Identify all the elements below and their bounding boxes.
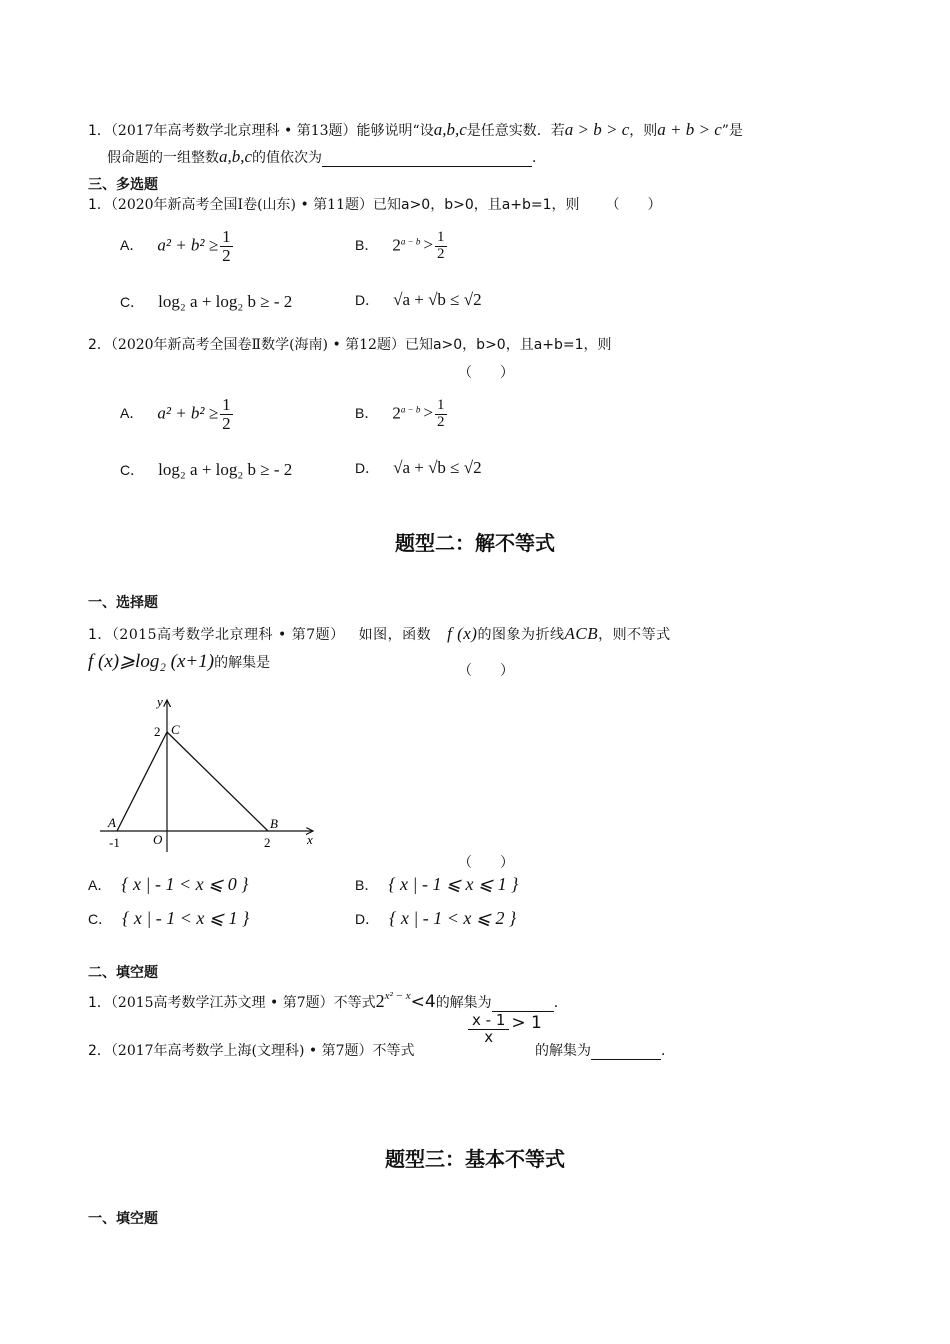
- heading-type-2: 题型二：解不等式: [395, 531, 555, 555]
- choice-question-7-line2: f (x)⩾log₂ (x+1)的解集是: [88, 651, 271, 672]
- function-graph: [95, 690, 335, 860]
- mq2-option-c[interactable]: C． log₂ a + log₂ b ≥ - 2: [120, 460, 293, 479]
- q7-answer-paren: （ ）: [458, 663, 514, 679]
- choice-question-7-line1: 1．（2015高考数学北京理科 • 第7题） 如图，函数 f (x)的图象为折线ACB，则不等式: [88, 624, 671, 643]
- top-question-line1: 1．（2017年高考数学北京理科 • 第13题）能够说明“设a,b,c是任意实数．若a > b > c，则a + b > c”是: [88, 120, 743, 139]
- section-fill-blank-2: 一、填空题: [88, 1211, 158, 1227]
- fill-question-2: 2．（2017年高考数学上海(文理科) • 第7题）不等式: [88, 1043, 415, 1059]
- fill-2-fraction: $\frac{x - 1}{x}$ > 1: [466, 1013, 542, 1046]
- x-label: x: [307, 832, 313, 847]
- tick-x-2: 2: [264, 835, 271, 850]
- fill-1-blank[interactable]: [492, 995, 554, 1012]
- fill-2-blank[interactable]: [591, 1043, 661, 1060]
- section-choice: 一、选择题: [88, 595, 158, 611]
- fill-question-1: 1．（2015高考数学江苏文理 • 第7题）不等式$2^{x^2 - x}<4$的解集为 ．: [88, 990, 568, 1012]
- y-label: y: [157, 694, 163, 709]
- mq1-option-c[interactable]: C． log₂ a + log₂ b ≥ - 2: [120, 292, 293, 311]
- mq2-option-b[interactable]: B． $2^{a - b}$ > $\frac{1}{2}$: [355, 397, 445, 430]
- mq2-option-a[interactable]: A． a² + b² ≥ $\frac{1}{2}$: [120, 395, 231, 433]
- tick-y-2: 2: [154, 724, 161, 739]
- segment-cb: [167, 732, 268, 831]
- point-a-label: A: [108, 815, 116, 830]
- fraction-half: $\frac{1}{2}$: [222, 227, 231, 265]
- top-question-line2: 假命题的一组整数a,b,c的值依次为 ．: [107, 147, 547, 166]
- mq2-answer-paren: （ ）: [458, 365, 514, 381]
- mq1-option-a[interactable]: A． a² + b² ≥ $\frac{1}{2}$: [120, 227, 231, 265]
- mq1-option-b[interactable]: B． $2^{a - b}$ > $\frac{1}{2}$: [355, 229, 445, 262]
- origin-label: O: [153, 832, 163, 847]
- point-b-label: B: [270, 816, 278, 831]
- q7-option-d[interactable]: D． { x | - 1 < x ⩽ 2 }: [355, 908, 517, 928]
- point-c-label: C: [171, 722, 180, 737]
- multi-question-1: 1．（2020年新高考全国Ⅰ卷(山东) • 第11题）已知a>0，b>0，且a+b=1，则 （ ）: [88, 197, 662, 213]
- q7-option-b[interactable]: B． { x | - 1 ⩽ x ⩽ 1 }: [355, 874, 519, 894]
- segment-ac: [117, 732, 167, 831]
- tick-x-neg1: -1: [109, 835, 120, 850]
- section-multi-choice: 三、多选题: [88, 177, 158, 193]
- section-fill-blank: 二、填空题: [88, 965, 158, 981]
- q7-answer-paren-2: （ ）: [458, 855, 514, 871]
- q7-option-c[interactable]: C． { x | - 1 < x ⩽ 1 }: [88, 908, 250, 928]
- q7-option-a[interactable]: A． { x | - 1 < x ⩽ 0 }: [88, 874, 249, 894]
- fill-question-2-tail: 的解集为 ．: [535, 1043, 675, 1059]
- heading-type-3: 题型三：基本不等式: [385, 1147, 565, 1171]
- answer-blank[interactable]: [322, 150, 532, 167]
- mq2-option-d[interactable]: D． √a + √b ≤ √2: [355, 458, 482, 477]
- mq1-option-d[interactable]: D． √a + √b ≤ √2: [355, 290, 482, 309]
- multi-question-2: 2．（2020年新高考全国卷Ⅱ数学(海南) • 第12题）已知a>0，b>0，且a+b=1，则: [88, 337, 612, 353]
